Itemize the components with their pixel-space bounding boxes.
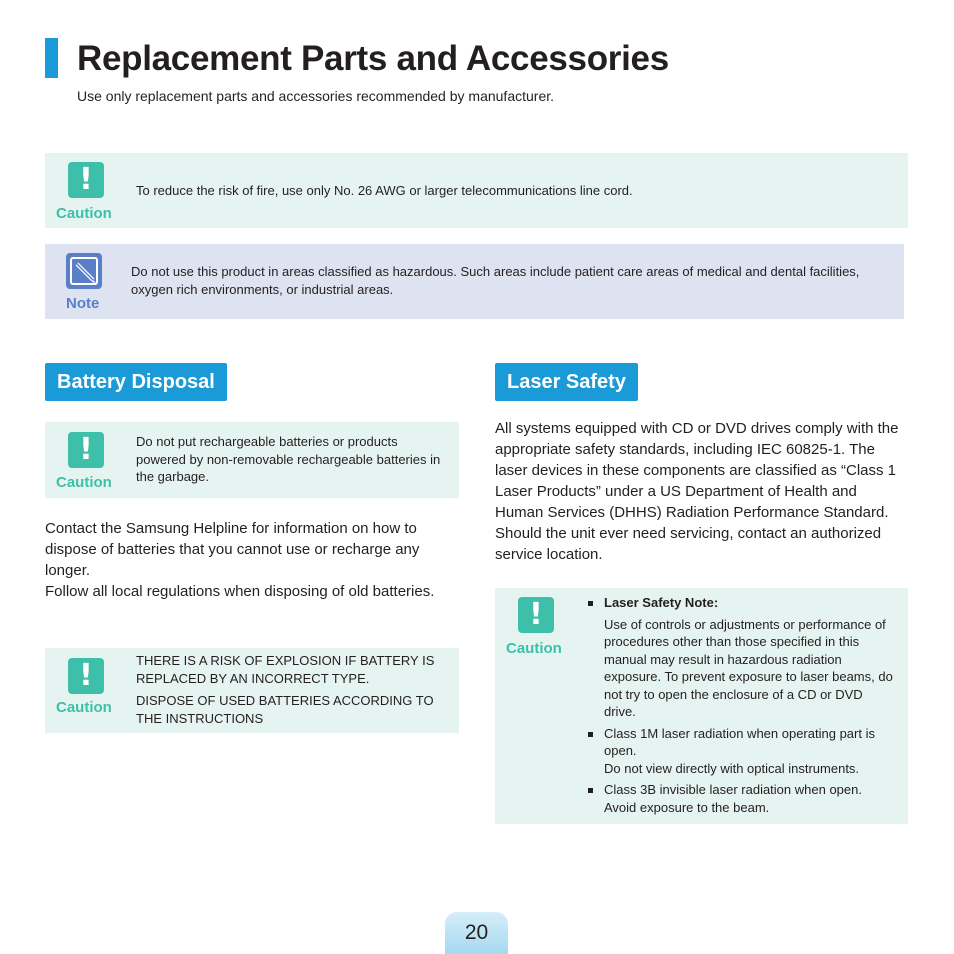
laser-paragraph: All systems equipped with CD or DVD drives comply with the appropriate safety standards, including IEC 60825-1. The laser devices in these components are classified as “Class 1 Laser Products” under a US Department of Health and Human Services (DHHS) Radiation Performance Standard. Should the unit ever need servicing, contact an authorized service location. — [495, 420, 899, 563]
caution-exclamation-icon: ! — [518, 597, 554, 633]
caution-exclamation-icon: ! — [68, 162, 104, 198]
caution-text: Do not put rechargeable batteries or products powered by non-removable rechargeable batteries in the garbage. — [136, 434, 441, 484]
laser-optical-warning: Do not view directly with optical instruments. — [604, 760, 860, 776]
battery-paragraph-2: Follow all local regulations when disposing of old batteries. — [45, 583, 435, 600]
laser-safety-heading: Laser Safety — [495, 363, 638, 401]
bullet-square-icon — [588, 732, 593, 737]
caution-box-battery-garbage — [45, 422, 459, 498]
laser-note-title: Laser Safety Note: — [604, 595, 719, 610]
note-label: Note — [66, 295, 100, 312]
caution-text-explosion: THERE IS A RISK OF EXPLOSION IF BATTERY IS REPLACED BY AN INCORRECT TYPE. — [136, 653, 435, 686]
caution-label: Caution — [506, 640, 562, 657]
battery-disposal-heading: Battery Disposal — [45, 363, 227, 401]
bullet-square-icon — [588, 788, 593, 793]
caution-box-telecom — [45, 153, 908, 228]
caution-label: Caution — [56, 205, 112, 222]
list-item — [588, 781, 896, 816]
laser-class-1m-text: Class 1M laser radiation when operating part is open. — [604, 725, 875, 758]
laser-note-text: Use of controls or adjustments or performance of procedures other than those specified in this manual may result in hazardous radiation exposure. To prevent exposure to laser beams, do not try to open the enclosure of a CD or DVD drive. — [604, 616, 893, 719]
caution-box-explosion — [45, 648, 459, 733]
battery-paragraph-1: Contact the Samsung Helpline for information on how to dispose of batteries that you cannot use or recharge any longer. — [45, 520, 420, 579]
page-number: 20 — [445, 912, 508, 954]
laser-caution-list — [588, 594, 896, 816]
pencil-note-icon — [66, 253, 102, 289]
note-text: Do not use this product in areas classified as hazardous. Such areas include patient care areas of medical and dental facilities, oxygen rich environments, or industrial areas. — [131, 264, 860, 297]
caution-label: Caution — [56, 699, 112, 716]
caution-box-laser — [495, 588, 908, 824]
note-box-hazardous — [45, 244, 904, 319]
page-subtitle: Use only replacement parts and accessories recommended by manufacturer. — [77, 88, 555, 104]
page-title: Replacement Parts and Accessories — [77, 39, 669, 78]
caution-text-dispose: DISPOSE OF USED BATTERIES ACCORDING TO THE INSTRUCTIONS — [136, 693, 434, 726]
laser-class-3b-text: Class 3B invisible laser radiation when open. Avoid exposure to the beam. — [604, 782, 862, 815]
list-item — [588, 725, 896, 778]
caution-exclamation-icon: ! — [68, 658, 104, 694]
caution-exclamation-icon: ! — [68, 432, 104, 468]
caution-text: To reduce the risk of fire, use only No. 26 AWG or larger telecommunications line cord. — [136, 183, 633, 198]
title-accent-bar — [45, 38, 58, 78]
caution-label: Caution — [56, 474, 112, 491]
bullet-square-icon — [588, 601, 593, 606]
list-item — [588, 594, 896, 721]
